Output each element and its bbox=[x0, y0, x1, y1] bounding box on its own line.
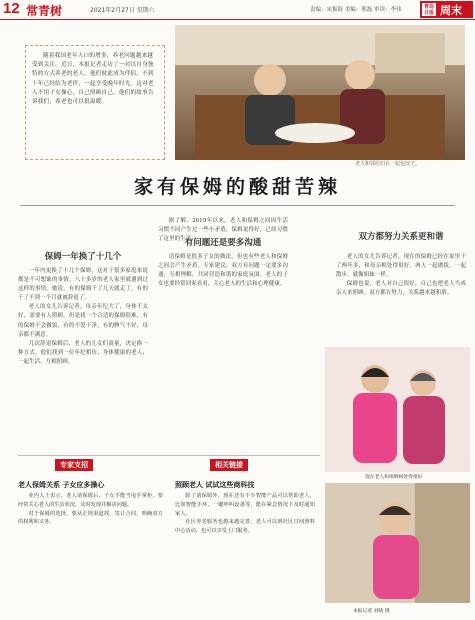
bottom-right-body bbox=[175, 492, 315, 536]
section-1-body bbox=[18, 267, 148, 367]
issue-date: 2021年2月27日 星期六 bbox=[90, 7, 155, 14]
paragraph: 老人的女儿告诉记者，母亲年纪大了，身体不太好，需要有人照顾。但是找一个合适的保姆很难，有的保姆不会做饭，有的不爱干净，有的脾气不好，母亲都不满意。 bbox=[18, 304, 148, 338]
bottom-photo bbox=[325, 483, 470, 603]
section-heading-3 bbox=[336, 230, 466, 242]
paragraph: 几次辞退保姆后，老人的儿女们商量，决定换一种方式。他们找到一位年纪相仿、身体健康的老人，一起生活、互相照顾。 bbox=[18, 340, 148, 365]
section-heading-1 bbox=[18, 250, 148, 262]
newspaper-badge-icon: 青岛日报 bbox=[423, 4, 434, 16]
bottom-left-title: 老人保姆关系 子女应多操心 bbox=[18, 481, 105, 489]
lead-text: 随着我国老年人口的增多，养老问题越来越受到关注。近日，本报记者走访了一对以自身独特的方式养老的老人，他们彼此成为伴侣，不到十年已经结为老伴，一起享受晚年时光。这对老人不用子女操心，自己照顾自己。他们的故事告诉我们，养老也可以很温暖。 bbox=[32, 53, 154, 106]
middle-photo-caption: 现在老人和保姆相处得很好 bbox=[365, 475, 423, 480]
paragraph: 请保姆是很多子女的做法，但也有些老人和保姆之间会产生矛盾。专家建议，双方有问题一定要多沟通，互相理解，共同营造和谐的家庭氛围。老人的子女也要经常回家看看，关心老人的生活和心理健康。 bbox=[158, 254, 288, 288]
elderly-woman-image bbox=[325, 483, 470, 603]
top-photo bbox=[175, 25, 465, 160]
middle-photo bbox=[325, 347, 470, 472]
two-women-image bbox=[325, 347, 470, 472]
section-heading-2-text: 有问题还是要多沟通 bbox=[184, 238, 262, 248]
section-name: 常青树 bbox=[26, 4, 63, 18]
weekend-logo bbox=[420, 1, 473, 18]
top-photo-caption: 老人和邻居们在一起包饺子。 bbox=[355, 161, 421, 167]
paragraph: 一年内更换了十几个保姆，这对于很多家庭来说都是不可想象的事情。八十多岁的老人家里就遇到过这样的事情。她说，有的保姆干了几天就走了，有的干了不到一个月就被辞退了。 bbox=[18, 268, 148, 302]
bottom-photo-caption: 本报记者 刘晓 摄 bbox=[353, 609, 390, 614]
logo-text: 周末 bbox=[440, 4, 462, 17]
page-number: 12 bbox=[3, 0, 20, 17]
paragraph: 业内人士表示，老人请保姆后，子女不能当甩手掌柜，要经常关心老人的生活状况，及时发现并解决问题。 bbox=[18, 493, 163, 508]
lead-box bbox=[25, 45, 165, 160]
section-2-intro bbox=[158, 217, 288, 244]
bottom-right-title: 照顾老人 试试这些商科技 bbox=[175, 481, 255, 489]
related-links-tag: 相关链接 bbox=[210, 459, 248, 471]
section-heading-3-text: 双方都努力关系更和谐 bbox=[358, 232, 444, 242]
section-heading-1-text: 保姆一年换了十几个 bbox=[44, 252, 122, 262]
expert-tips-tag: 专家支招 bbox=[55, 459, 93, 471]
paragraph: 除了请保姆外，现在还有不少智能产品可以帮助老人，比如智能手环、一键呼叫设备等，能在紧急情况下及时通知家人。 bbox=[175, 493, 315, 517]
bottom-left-body bbox=[18, 492, 163, 527]
bottom-divider bbox=[18, 455, 320, 456]
page-header bbox=[0, 0, 475, 20]
kitchen-scene-image bbox=[175, 25, 465, 160]
paragraph: 社区养老服务也越来越完善，老人可以到社区日间照料中心活动，也可以享受上门服务。 bbox=[175, 519, 315, 535]
section-2-body bbox=[158, 253, 288, 289]
paragraph: 保姆也说，老人对自己很好，自己也把老人当成亲人来照顾。双方都在努力，关系越来越和谐。 bbox=[336, 281, 466, 297]
paragraph: 老人的女儿告诉记者，现在的保姆已经在家里干了两年多，和母亲相处得很好。两人一起做饭、一起散步，就像姐妹一样。 bbox=[336, 254, 466, 279]
paragraph: 对于保姆的选择，要从正规渠道找，签订合同，明确双方的权利和义务。 bbox=[18, 510, 163, 526]
title-divider bbox=[20, 205, 455, 206]
staff-credits: 责编：宋振海 美编：邢磊 审读：李伟 bbox=[310, 7, 402, 13]
section-3-body bbox=[336, 253, 466, 298]
paragraph: 据了解，2019年以来，老人和保姆之间因生活习惯不同产生过一些小矛盾，保姆说得好，已经习惯了这里的生活。 bbox=[158, 218, 288, 243]
main-title: 家有保姆的酸甜苦辣 bbox=[133, 176, 341, 198]
